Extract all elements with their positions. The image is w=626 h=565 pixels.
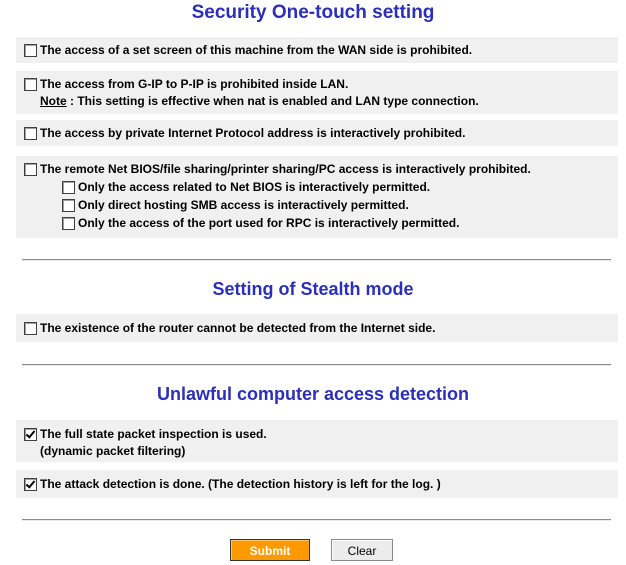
spi-panel	[16, 420, 618, 462]
spi-option[interactable]	[24, 425, 618, 443]
wan-access-option[interactable]	[24, 41, 618, 59]
gip-note	[24, 93, 618, 110]
private-ip-label: The access by private Internet Protocol address is interactively prohibited.	[40, 126, 466, 140]
gip-checkbox[interactable]	[24, 78, 37, 91]
private-ip-option[interactable]	[24, 124, 618, 142]
stealth-title: Setting of Stealth mode	[212, 279, 414, 299]
spi-checkbox[interactable]	[24, 428, 37, 441]
attack-checkbox[interactable]	[24, 478, 37, 491]
security-title: Security One-touch setting	[191, 2, 435, 23]
note-label: Note	[40, 94, 67, 108]
wan-access-checkbox[interactable]	[24, 44, 37, 57]
wan-access-label: The access of a set screen of this machine from the WAN side is prohibited.	[40, 43, 473, 57]
netbios-option[interactable]	[24, 160, 618, 178]
netbios-sub-label-1: Only the access related to Net BIOS is interactively permitted.	[78, 180, 431, 194]
wan-access-panel	[16, 37, 618, 63]
gip-label: The access from G-IP to P-IP is prohibited inside LAN.	[40, 77, 349, 91]
note-text: : This setting is effective when nat is enabled and LAN type connection.	[66, 94, 479, 108]
stealth-checkbox[interactable]	[24, 322, 37, 335]
clear-button[interactable]: Clear	[331, 539, 393, 561]
netbios-sub-label-2: Only direct hosting SMB access is interactively permitted.	[78, 198, 409, 212]
spi-label: The full state packet inspection is used.	[40, 427, 267, 441]
gip-option[interactable]	[24, 75, 618, 93]
submit-button[interactable]: Submit	[230, 539, 310, 561]
netbios-sub-checkbox-2[interactable]	[62, 199, 75, 212]
private-ip-panel	[16, 120, 618, 146]
divider	[22, 259, 611, 261]
netbios-sub-label-3: Only the access of the port used for RPC is interactively permitted.	[78, 216, 460, 230]
private-ip-checkbox[interactable]	[24, 127, 37, 140]
divider	[22, 519, 611, 521]
netbios-sub-option-3[interactable]	[24, 214, 618, 232]
attack-panel	[16, 470, 618, 498]
attack-option[interactable]	[24, 475, 618, 493]
divider	[22, 364, 611, 366]
spi-subtext: (dynamic packet filtering)	[40, 444, 186, 458]
stealth-label: The existence of the router cannot be detected from the Internet side.	[40, 321, 436, 335]
stealth-panel	[16, 314, 618, 342]
gip-panel	[16, 71, 618, 114]
stealth-option[interactable]	[24, 319, 618, 337]
attack-label: The attack detection is done. (The detection history is left for the log. )	[40, 477, 441, 491]
netbios-checkbox[interactable]	[24, 163, 37, 176]
netbios-sub-option-1[interactable]	[24, 178, 618, 196]
netbios-sub-checkbox-3[interactable]	[62, 217, 75, 230]
netbios-sub-checkbox-1[interactable]	[62, 181, 75, 194]
netbios-panel	[16, 156, 618, 238]
netbios-label: The remote Net BIOS/file sharing/printer sharing/PC access is interactively prohibited.	[40, 162, 531, 176]
netbios-sub-option-2[interactable]	[24, 196, 618, 214]
unlawful-title: Unlawful computer access detection	[156, 384, 470, 404]
